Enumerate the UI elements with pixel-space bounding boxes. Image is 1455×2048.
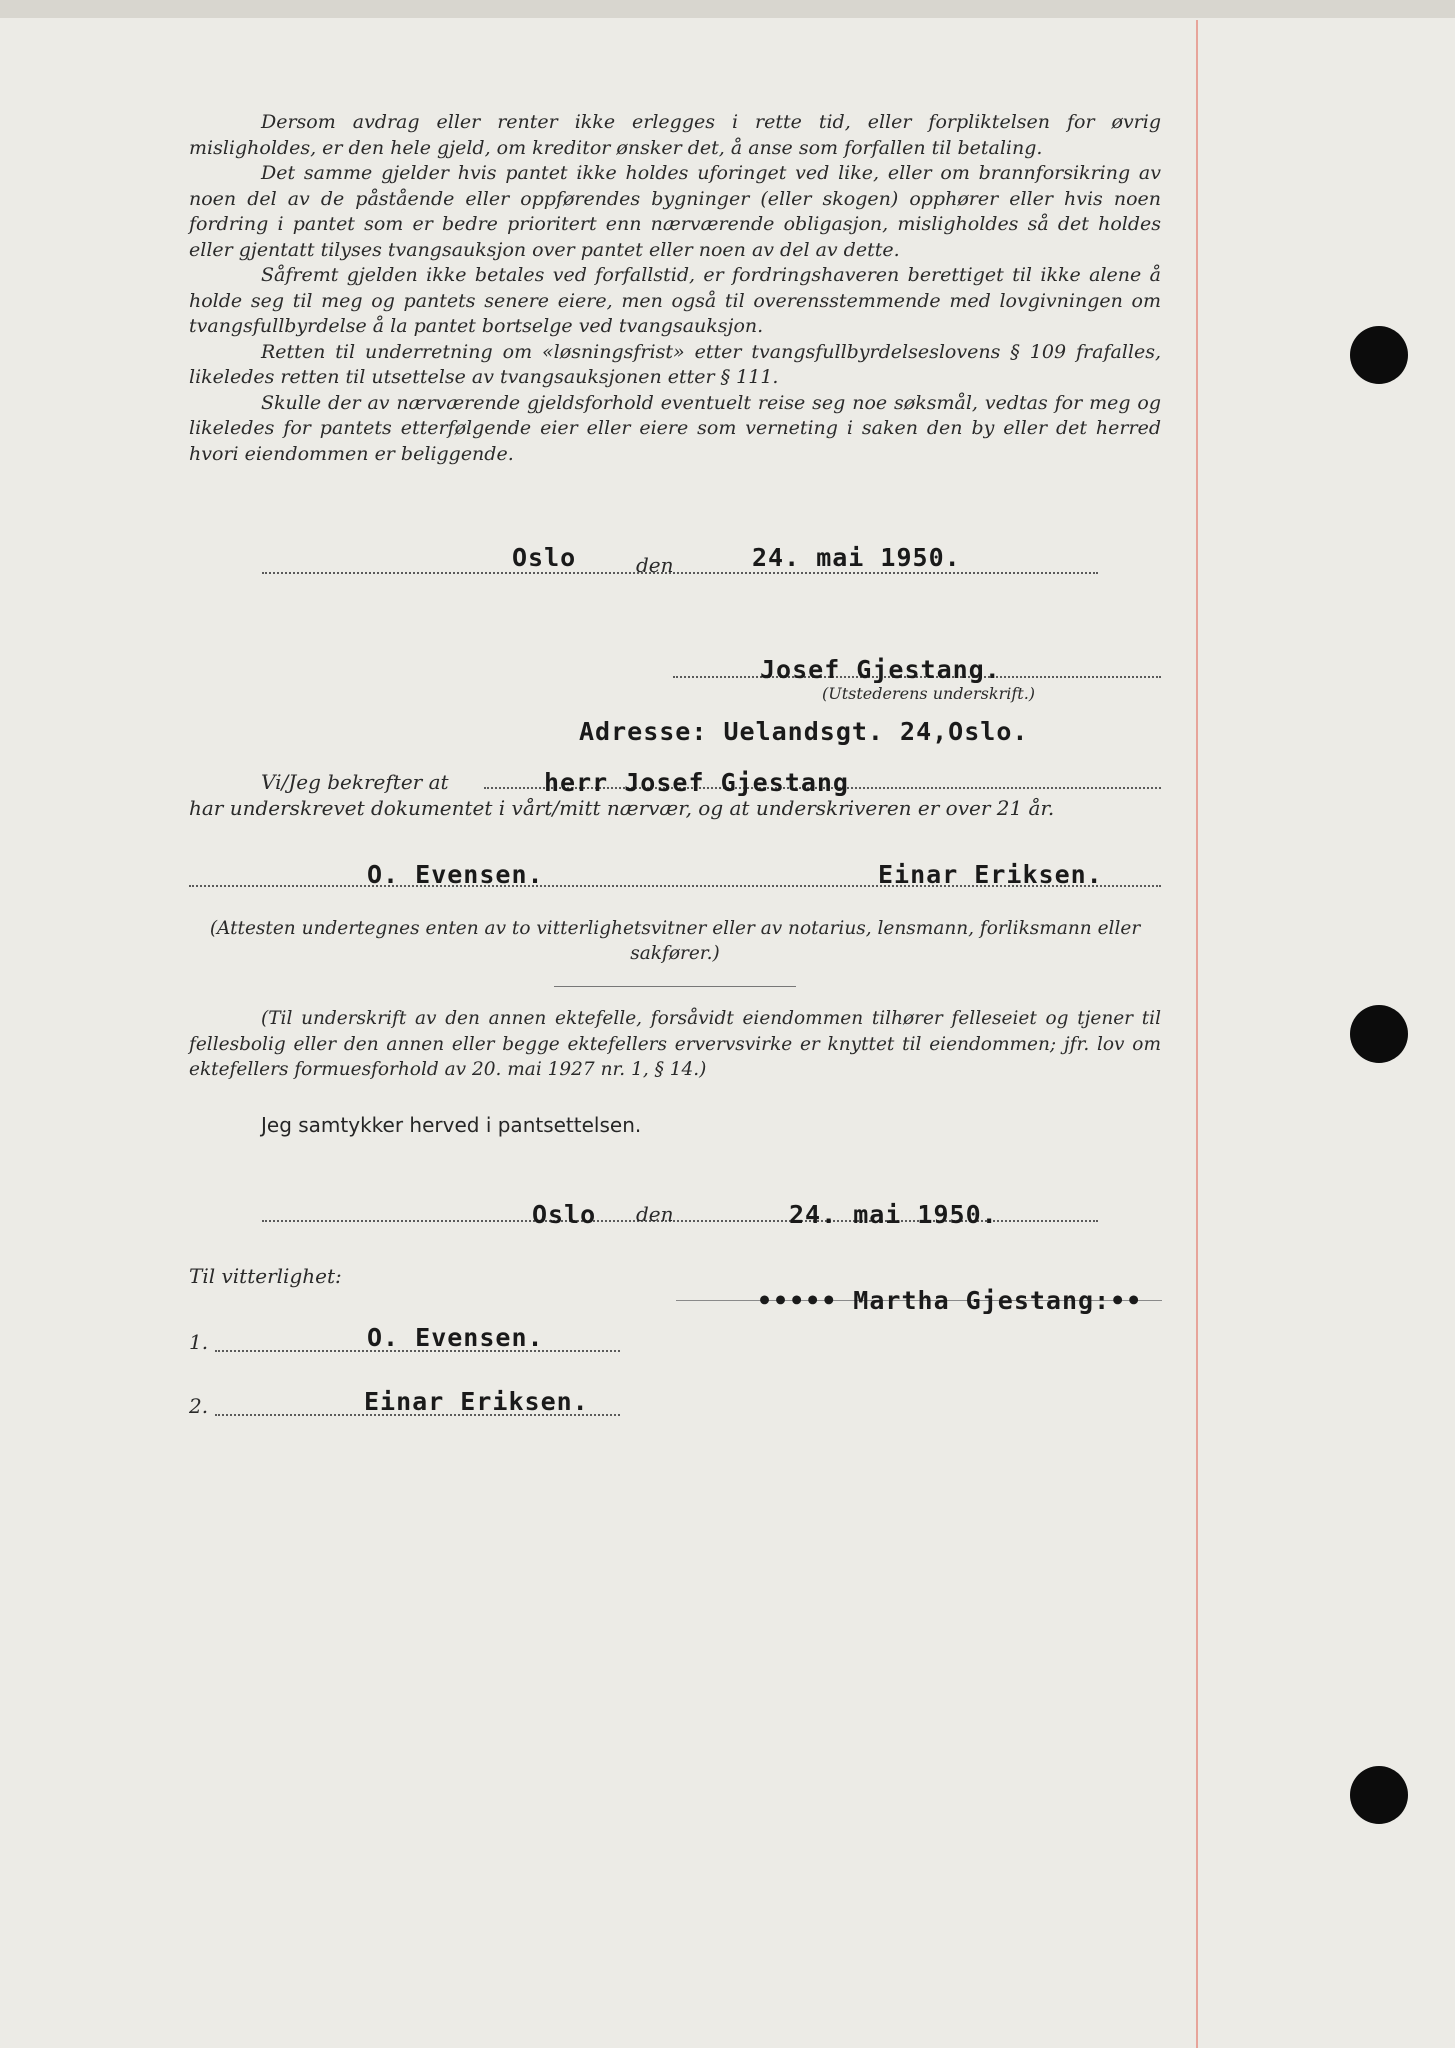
terms-paragraph: Skulle der av nærværende gjeldsforhold eventuelt reise seg noe søksmål, vedtas for meg og likeledes for pantets etterfølgende eier eller eiere som verneting i saken den by eller det herred hvori eiendommen er beliggende.: [189, 391, 1161, 465]
spouse-consent: Jeg samtykker herved i pantsettelsen.: [261, 1113, 642, 1137]
issue-place: Oslo: [512, 543, 577, 572]
attested-name: herr Josef Gjestang: [544, 768, 849, 797]
terms-paragraph: Dersom avdrag eller renter ikke erlegges i rette tid, eller forpliktelsen for øvrig misligholdes, er den hele gjeld, om kreditor ønsker det, å anse som forfallen til betaling.: [189, 111, 1161, 159]
issuer-signature: Josef Gjestang.: [760, 655, 1001, 684]
terms-paragraph: Det samme gjelder hvis pantet ikke holdes uforinget ved like, eller om brannforsikring av noen del av de påstående eller oppførendes bygninger (eller skogen) opphører eller hvis noen fordring i pantet som er bedre prioritert enn nærværende obligasjon, misligholdes så det holdes eller gjentatt tilyses tvangsauksjon over pantet eller noen av del av dette.: [189, 162, 1161, 261]
attestation-note: (Attesten undertegnes enten av to vitterlighetsvitner eller av notarius, lensmann, forliksmann eller sakfører.): [209, 918, 1141, 964]
issue-den-label: den: [636, 553, 674, 577]
spouse-place: Oslo: [532, 1200, 597, 1229]
attestation-prefix: Vi/Jeg bekrefter at: [261, 770, 449, 794]
margin-rule: [1196, 20, 1198, 2048]
issue-date: 24. mai 1950.: [752, 543, 961, 572]
spouse-den-label: den: [636, 1202, 674, 1226]
place-date-line: [262, 572, 1098, 574]
spouse-signature: ••••• Martha Gjestang:••: [757, 1286, 1143, 1315]
separator: [554, 986, 796, 987]
spouse-witness-1: O. Evensen.: [367, 1323, 544, 1352]
attestation-witness-2: Einar Eriksen.: [878, 860, 1103, 889]
terms-paragraph: Retten til underretning om «løsningsfrist» etter tvangsfullbyrdelseslovens § 109 frafalles, likeledes retten til utsettelse av tvangsauksjonen etter § 111.: [189, 340, 1161, 388]
witness-2-number: 2.: [189, 1394, 209, 1418]
witness-1-number: 1.: [189, 1330, 209, 1354]
spouse-date: 24. mai 1950.: [789, 1200, 998, 1229]
punch-hole-middle: [1350, 1005, 1408, 1063]
spouse-note: (Til underskrift av den annen ektefelle, forsåvidt eiendommen tilhører felleseiet og tjener til fellesbolig eller den annen eller begge ektefellers ervervsvirke er knyttet til eiendommen; jfr. lov om ektefellers formuesforhold av 20. mai 1927 nr. 1, § 14.): [189, 1008, 1161, 1080]
punch-hole-bottom: [1350, 1766, 1408, 1824]
attestation-witness-1: O. Evensen.: [367, 860, 544, 889]
issuer-signature-caption: (Utstederens underskrift.): [822, 684, 1036, 703]
spouse-witness-2: Einar Eriksen.: [364, 1387, 589, 1416]
issuer-address: Adresse: Uelandsgt. 24,Oslo.: [579, 717, 1029, 746]
terms-paragraph: Såfremt gjelden ikke betales ved forfallstid, er fordringshaveren berettiget til ikke alene å holde seg til meg og pantets senere eiere, men også til overensstemmende med lovgivningen om tvangsfullbyrdelse å la pantet bortselge ved tvangsauksjon.: [189, 264, 1161, 337]
attestation-statement: har underskrevet dokumentet i vårt/mitt nærvær, og at underskriveren er over 21 år.: [189, 796, 1055, 820]
spouse-note-block: [189, 1006, 1161, 1083]
terms-block: [189, 110, 1161, 467]
punch-hole-top: [1350, 326, 1408, 384]
witness-heading: Til vitterlighet:: [189, 1264, 342, 1288]
